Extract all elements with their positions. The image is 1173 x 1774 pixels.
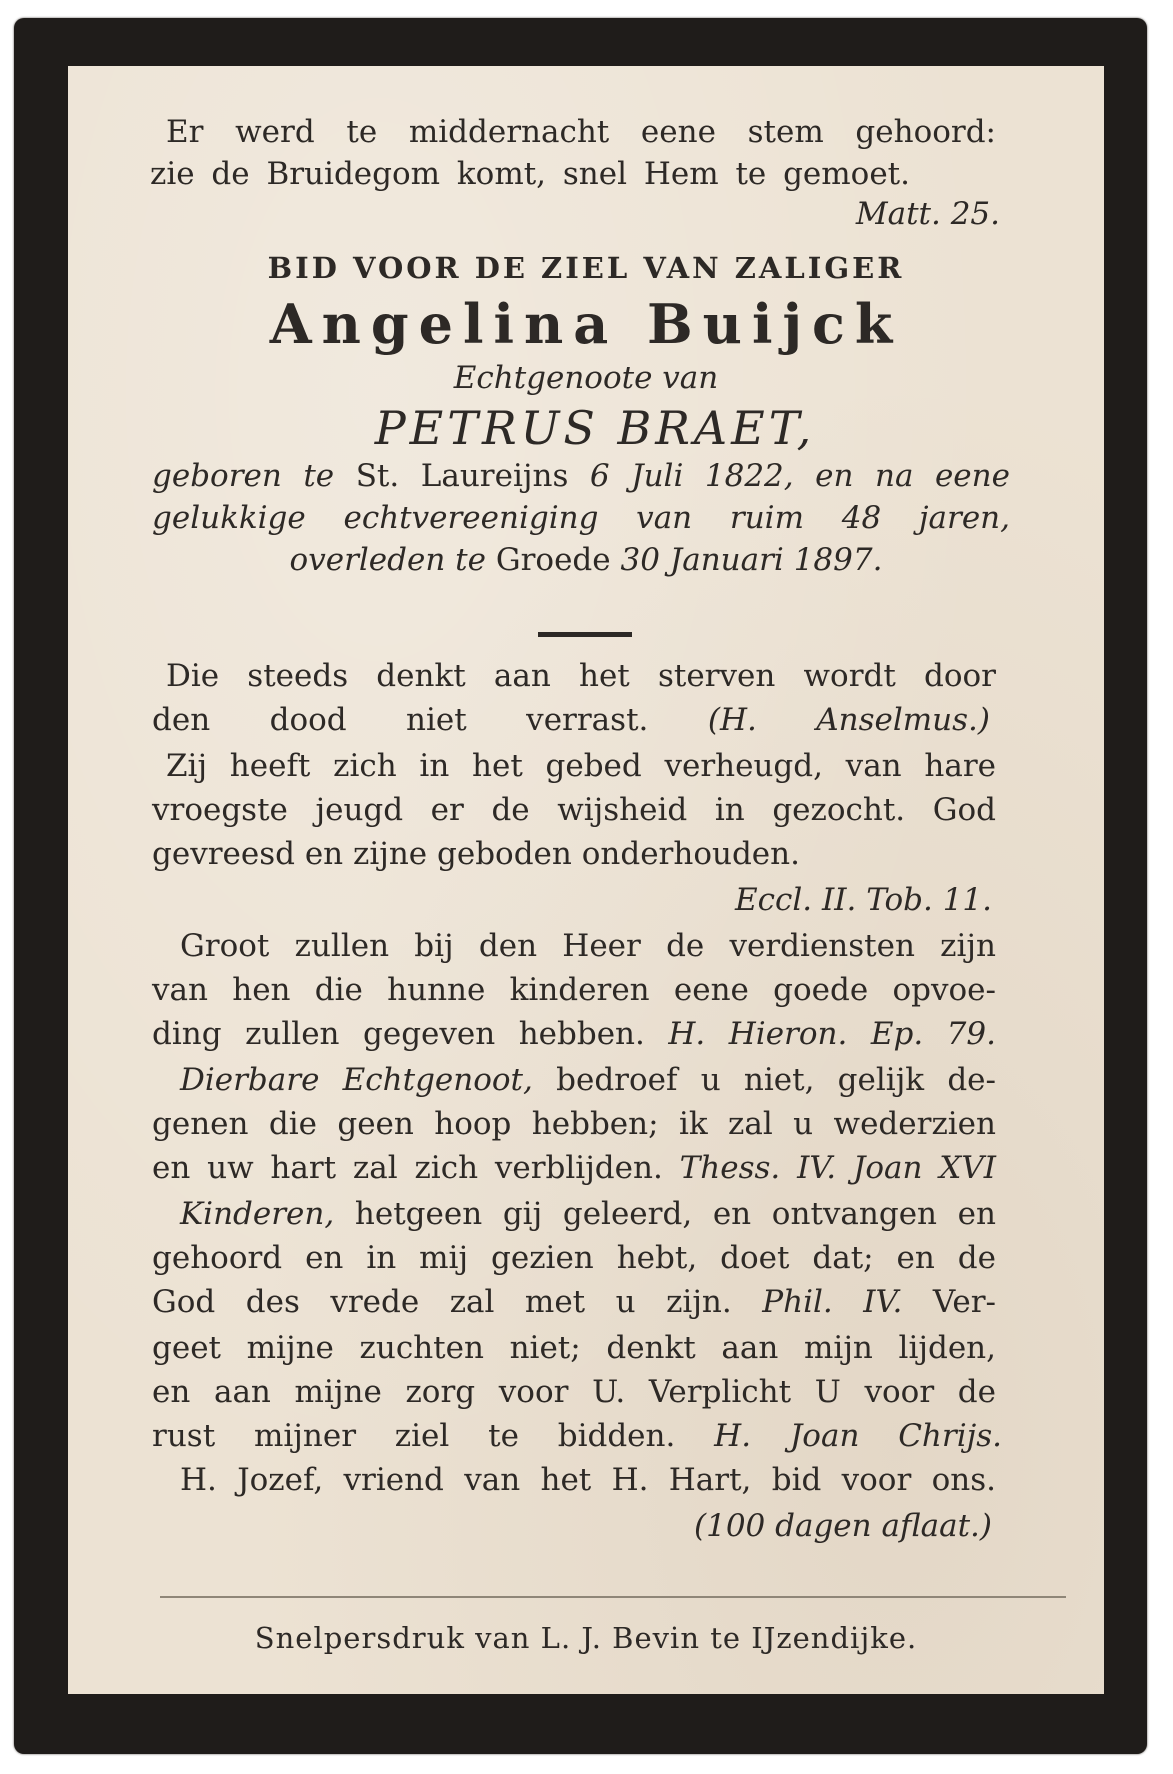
body-line-1: Die steeds denkt aan het sterven wordt door <box>166 658 996 694</box>
body-line-2 <box>152 700 990 740</box>
divider-rule <box>538 632 632 637</box>
body-text: God des vrede zal met u zijn. <box>152 1284 732 1320</box>
body-line-8: van hen die hunne kinderen eene goede opvoe- <box>152 972 996 1008</box>
citation-eccl-tob: Eccl. II. Tob. 11. <box>735 882 992 918</box>
body-text: en uw hart zal zich verblijden. <box>152 1150 663 1186</box>
death-date: 30 Januari 1897. <box>620 542 883 578</box>
bio-text: geboren te <box>152 458 335 494</box>
body-text: Ver- <box>932 1284 997 1320</box>
footer-divider <box>160 1596 1066 1598</box>
body-line-10 <box>180 1060 996 1100</box>
body-text: den dood niet verrast. <box>152 702 649 738</box>
birth-date: 6 Juli 1822, en na eene <box>589 458 1010 494</box>
printer-line: Snelpersdruk van L. J. Bevin te IJzendijke. <box>254 1621 918 1655</box>
indulgence-note: (100 dagen aflaat.) <box>694 1508 992 1544</box>
body-line-13 <box>180 1194 996 1234</box>
prayer-line: H. Jozef, vriend van het H. Hart, bid voor ons. <box>180 1462 996 1498</box>
bio-line-3 <box>68 540 1104 580</box>
address-term: Kinderen, <box>180 1196 335 1232</box>
card-text-panel <box>68 66 1104 1694</box>
body-line-7: Groot zullen bij den Heer de verdiensten zijn <box>180 928 996 964</box>
body-line-12 <box>152 1148 996 1188</box>
body-text: hetgeen gij geleerd, en ontvangen en <box>354 1196 996 1232</box>
bio-text: overleden te <box>289 542 486 578</box>
body-line-5: gevreesd en zijne geboden onderhouden. <box>152 836 800 872</box>
body-text: bedroef u niet, gelijk de- <box>556 1062 996 1098</box>
citation: (H. Anselmus.) <box>707 702 991 738</box>
birthplace: St. Laureijns <box>355 458 569 494</box>
motto-reference: Matt. 25. <box>855 196 1000 232</box>
address-term: Dierbare Echtgenoot, <box>180 1062 533 1098</box>
body-line-16: geet mijne zuchten niet; denkt aan mijn lijden, <box>152 1330 996 1366</box>
citation: H. Joan Chrijs. <box>714 1418 1003 1454</box>
death-place: Groede <box>495 542 611 578</box>
body-text: ding zullen gegeven hebben. <box>152 1016 645 1052</box>
body-line-15 <box>152 1282 996 1322</box>
intro-heading: BID VOOR DE ZIEL VAN ZALIGER <box>267 251 905 285</box>
body-line-18 <box>152 1416 1002 1456</box>
body-line-11: genen die geen hoop hebben; ik zal u wederzien <box>152 1106 996 1142</box>
body-line-14: gehoord en in mij gezien hebt, doet dat; en de <box>152 1240 996 1276</box>
memorial-card <box>14 18 1147 1754</box>
motto-line-1: Er werd te middernacht eene stem gehoord: <box>166 114 996 150</box>
body-text: rust mijner ziel te bidden. <box>152 1418 676 1454</box>
body-line-4: vroegste jeugd er de wijsheid in gezocht. God <box>152 792 996 828</box>
motto-line-2: zie de Bruidegom komt, snel Hem te gemoet. <box>150 156 910 192</box>
body-line-9 <box>152 1014 996 1054</box>
spouse-label: Echtgenoote van <box>453 360 719 396</box>
citation: Phil. IV. <box>762 1284 903 1320</box>
spouse-name: PETRUS BRAET, <box>374 401 816 455</box>
citation: Thess. IV. Joan XVI <box>679 1150 996 1186</box>
citation: H. Hieron. Ep. 79. <box>668 1016 996 1052</box>
bio-line-2: gelukkige echtvereeniging van ruim 48 jaren, <box>152 500 1010 536</box>
bio-line-1 <box>152 456 1010 496</box>
body-line-3: Zij heeft zich in het gebed verheugd, van hare <box>166 748 996 784</box>
body-line-17: en aan mijne zorg voor U. Verplicht U voor de <box>152 1374 996 1410</box>
deceased-name: Angelina Buijck <box>269 292 903 356</box>
